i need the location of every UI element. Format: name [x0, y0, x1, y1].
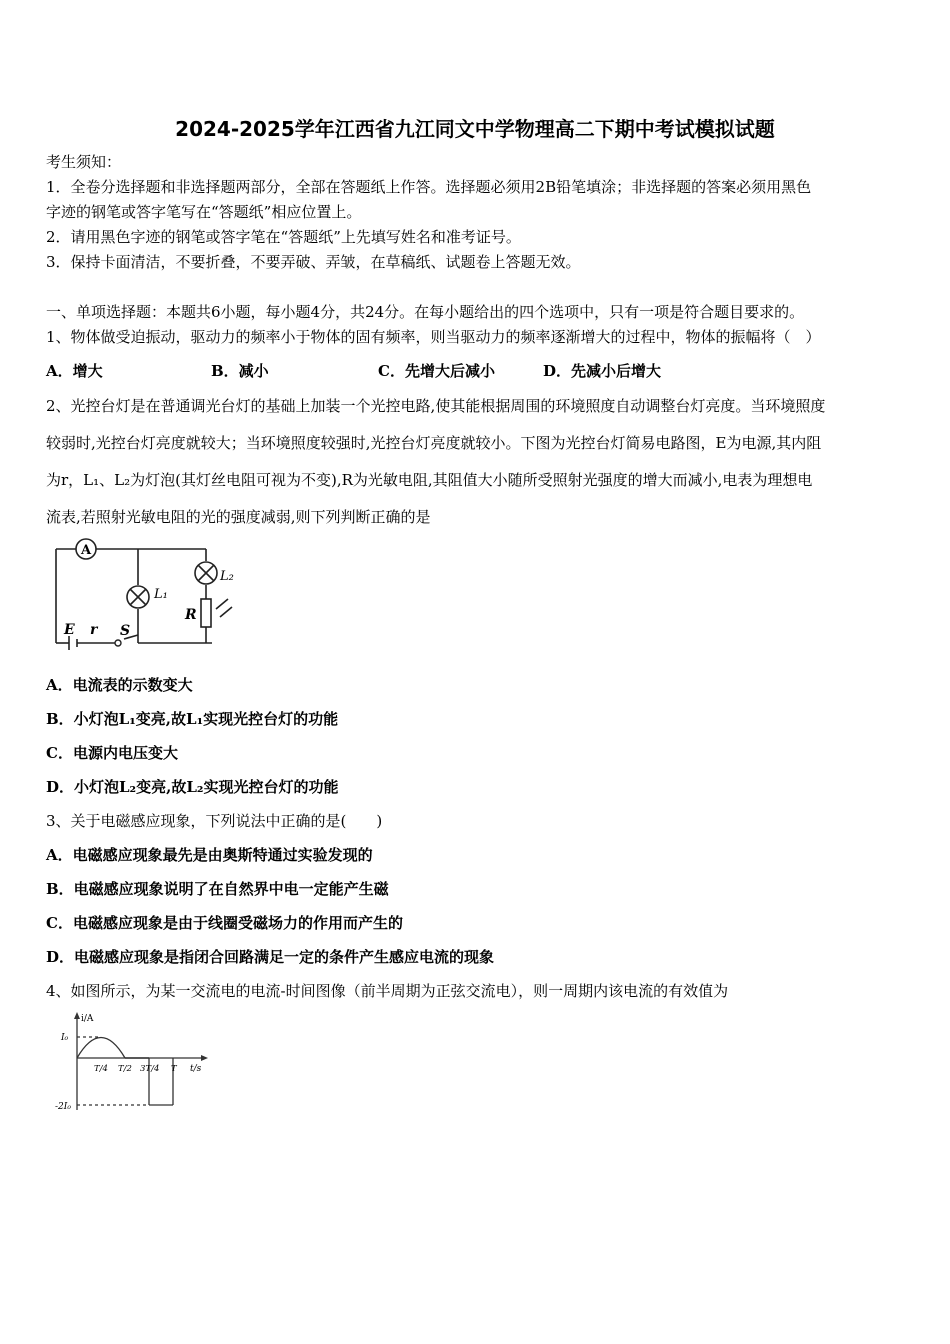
x-arrow-icon	[201, 1055, 208, 1061]
question-4-stem: 4、如图所示，为某一交流电的电流-时间图像（前半周期为正弦交流电），则一周期内该电流的有效值为	[46, 982, 729, 1000]
ammeter-label: A	[80, 543, 92, 558]
q3-option-d: D．电磁感应现象是指闭合回路满足一定的条件产生感应电流的现象	[46, 948, 495, 966]
x-axis-label: t/s	[190, 1064, 202, 1074]
question-2-stem: 较弱时,光控台灯亮度就较大；当环境照度较强时,光控台灯亮度就较小。下图为光控台灯简易电路图，E为电源,其内阻	[46, 434, 822, 452]
y-axis-label: i/A	[81, 1014, 94, 1024]
question-2-stem: 2、光控台灯是在普通调光台灯的基础上加装一个光控电路,使其能根据周围的环境照度自动调整台灯亮度。当环境照度	[46, 397, 826, 415]
lamp-l1-label: L₁	[154, 587, 168, 602]
q1-option-a: A．增大	[46, 362, 103, 380]
q3-option-b: B．电磁感应现象说明了在自然界中电一定能产生磁	[46, 880, 389, 898]
peak-label: I₀	[61, 1033, 69, 1043]
battery-icon	[69, 636, 77, 650]
tick-t2: T/2	[118, 1064, 132, 1074]
photoresistor-icon	[201, 599, 232, 627]
q1-option-b: B．减小	[211, 362, 269, 380]
resistor-label: R	[185, 607, 197, 623]
q2-option-b: B．小灯泡L₁变亮,故L₁实现光控台灯的功能	[46, 710, 339, 728]
q2-option-d: D．小灯泡L₂变亮,故L₂实现光控台灯的功能	[46, 778, 339, 796]
page-title: 2024-2025学年江西省九江同文中学物理高二下期中考试模拟试题	[175, 117, 775, 141]
source-label: E	[64, 622, 75, 638]
tick-t: T	[171, 1064, 177, 1074]
notice-item: 2．请用黑色字迹的钢笔或答字笔在“答题纸”上先填写姓名和准考证号。	[46, 228, 521, 246]
question-3-stem: 3、关于电磁感应现象，下列说法中正确的是( )	[46, 812, 383, 830]
q1-option-d: D．先减小后增大	[543, 362, 662, 380]
switch-label: S	[120, 623, 131, 639]
question-2-stem: 为r，L₁、L₂为灯泡(其灯丝电阻可视为不变),R为光敏电阻,其阻值大小随所受照射光强度的增大而减小,电表为理想电	[46, 471, 813, 489]
notice-item: 字迹的钢笔或答字笔写在“答题纸”相应位置上。	[46, 203, 362, 221]
tick-t4: T/4	[94, 1064, 108, 1074]
q1-option-c: C．先增大后减小	[378, 362, 495, 380]
lamp-l2-icon	[195, 562, 217, 584]
lamp-l1-icon	[127, 586, 149, 608]
q3-option-a: A．电磁感应现象最先是由奥斯特通过实验发现的	[46, 846, 373, 864]
section-heading: 一、单项选择题：本题共6小题，每小题4分，共24分。在每小题给出的四个选项中，只有一项是符合题目要求的。	[46, 303, 805, 321]
question-2-stem: 流表,若照射光敏电阻的光的强度减弱,则下列判断正确的是	[46, 508, 431, 526]
switch-icon	[115, 640, 121, 646]
notice-item: 1．全卷分选择题和非选择题两部分，全部在答题纸上作答。选择题必须用2B铅笔填涂；非选择题的答案必须用黑色	[46, 178, 812, 196]
y-arrow-icon	[74, 1012, 80, 1019]
negative-label: -2I₀	[55, 1102, 71, 1112]
notice-heading: 考生须知：	[46, 153, 122, 171]
q2-option-a: A．电流表的示数变大	[46, 676, 193, 694]
question-1-stem: 1、物体做受迫振动，驱动力的频率小于物体的固有频率，则当驱动力的频率逐渐增大的过程中，物体的振幅将（ ）	[46, 328, 821, 346]
internal-resistance-label: r	[90, 622, 98, 638]
q2-option-c: C．电源内电压变大	[46, 744, 178, 762]
q3-option-c: C．电磁感应现象是由于线圈受磁场力的作用而产生的	[46, 914, 403, 932]
lamp-l2-label: L₂	[220, 569, 234, 584]
circuit-diagram	[52, 535, 252, 653]
tick-3t4: 3T/4	[140, 1064, 160, 1074]
current-time-graph	[52, 1010, 217, 1118]
ammeter-icon	[76, 539, 96, 559]
notice-item: 3．保持卡面清洁，不要折叠，不要弄破、弄皱，在草稿纸、试题卷上答题无效。	[46, 253, 581, 271]
